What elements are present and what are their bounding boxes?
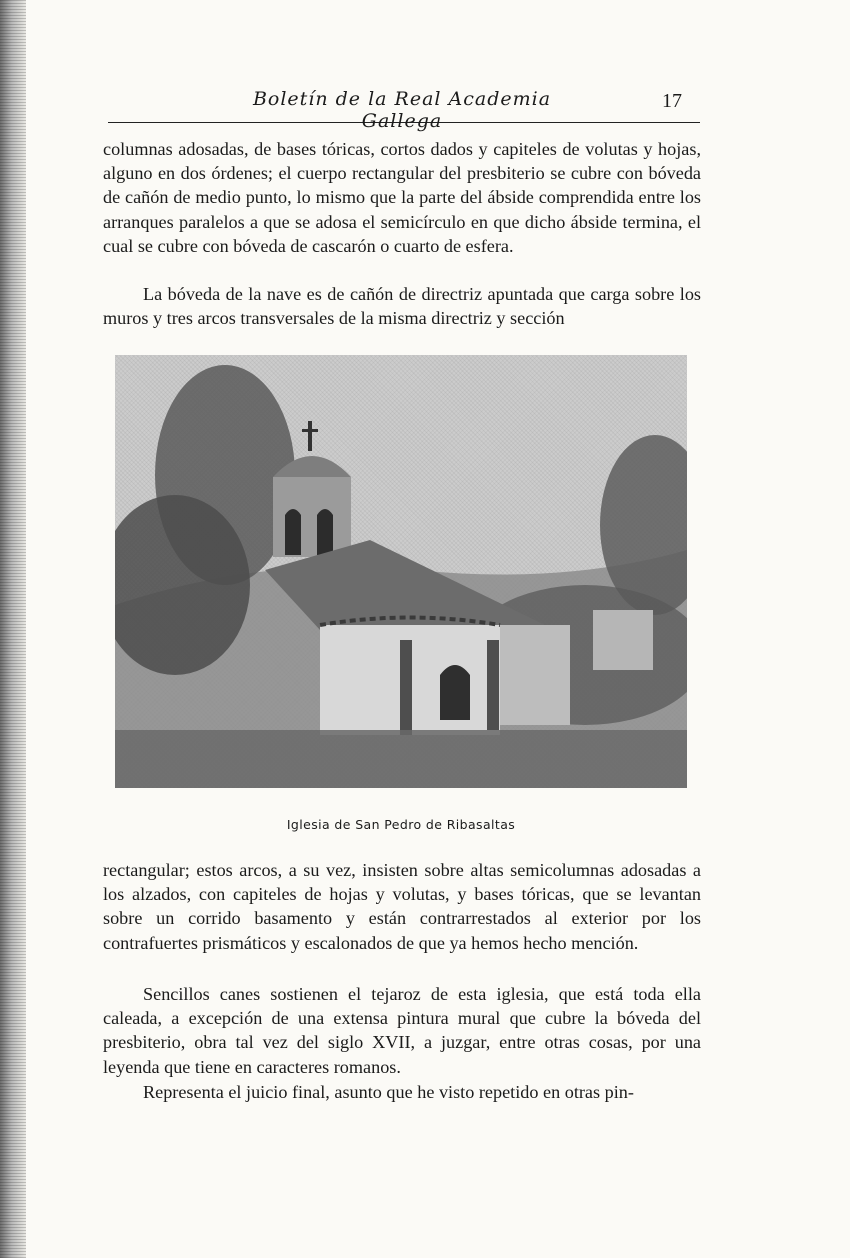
church-illustration xyxy=(115,355,687,788)
paragraph-5: Representa el juicio final, asunto que he visto repetido en otras pin- xyxy=(143,1082,634,1102)
page-header xyxy=(108,88,700,132)
paragraph-3: rectangular; estos arcos, a su vez, insisten sobre altas semicolumnas adosadas a los alzados, con capiteles de hojas y volutas, y bases tóricas, que se levantan sobre un corrido basamento y están contrarrestados al exterior por los contrafuertes prismáticos y escalonados de que ya hemos hecho mención. xyxy=(103,860,701,953)
paragraph-4: Sencillos canes sostienen el tejaroz de esta iglesia, que está toda ella caleada, a excepción de una extensa pintura mural que cubre la bóveda del presbiterio, obra tal vez del siglo XVII, a juzgar, entre otras cosas, por una leyenda que tiene en caracteres romanos. xyxy=(103,984,701,1077)
church-photograph xyxy=(115,355,687,788)
page-number: 17 xyxy=(662,90,682,112)
scan-binding-edge xyxy=(0,0,26,1258)
paragraph-2: La bóveda de la nave es de cañón de directriz apuntada que carga sobre los muros y tres arcos transversales de la misma directriz y sección xyxy=(103,284,701,329)
paragraph-1: columnas adosadas, de bases tóricas, cortos dados y capiteles de volutas y hojas, alguno en dos órdenes; el cuerpo rectangular del presbiterio se cubre con bóveda de cañón de medio punto, lo mismo que la parte del ábside comprendida entre los arranques paralelos a que se adosa el semicírculo en que dicho ábside termina, el cual se cubre con bóveda de cascarón o cuarto de esfera. xyxy=(103,139,701,256)
running-title: Boletín de la Real Academia Gallega xyxy=(252,88,552,132)
figure-caption: Iglesia de San Pedro de Ribasaltas xyxy=(286,817,516,832)
